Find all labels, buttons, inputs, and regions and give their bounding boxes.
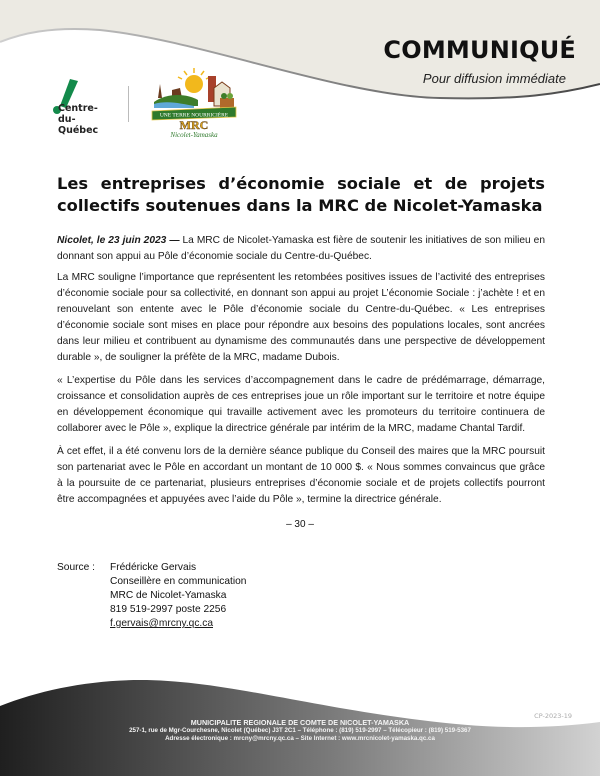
communique-title: COMMUNIQUÉ: [383, 36, 576, 64]
communique-subtitle: Pour diffusion immédiate: [422, 71, 566, 86]
mrc-text: MRC: [179, 118, 209, 132]
footer-org: MUNICIPALITE REGIONALE DE COMTE DE NICOLET-YAMASKA: [190, 718, 410, 727]
source-email-link[interactable]: f.gervais@mrcny.qc.ca: [110, 618, 213, 629]
sun-icon: [185, 75, 203, 93]
source-name: Frédéricke Gervais: [110, 562, 197, 573]
banner-text: UNE TERRE NOURRICIÈRE: [159, 112, 229, 119]
basket-icon: [220, 98, 234, 108]
article-title: Les entreprises d’économie sociale et de projets collectifs soutenues dans la MRC de Nicolet-Yamaska: [57, 174, 545, 215]
source-role: Conseillère en communication: [110, 576, 247, 587]
paragraph-2: La MRC souligne l’importance que représentent les retombées positives issues de l’activité des entreprises d’économie sociale pour sa collectivité, en donnant son appui au projet L’économie Sociale : j’achète ! et en renouvelant son entente avec le Pôle d’économie sociale du Centre-du-Québec. « Les entreprises d’économie sociale sont mises en place pour répondre aux besoins des populations locales, sont ancrées dans leur milieu et contribuent au dynamisme des communautés dans une perspective de développement durable », de souligner la préfète de la MRC, madame Dubois.: [57, 272, 545, 363]
dateline: Nicolet, le 23 juin 2023 —: [57, 235, 180, 246]
centre-du-quebec-text: [58, 103, 98, 136]
footer-address: 257-1, rue de Mgr-Courchesne, Nicolet (Québec) J3T 2C1 – Téléphone : (819) 519-2997 – Télécopieur : (819) 519-5367: [129, 727, 471, 734]
source-label: Source :: [57, 562, 95, 573]
paragraph-1: [57, 233, 545, 265]
paragraph-3: « L’expertise du Pôle dans les services d’accompagnement dans le cadre de prédémarrage, démarrage, croissance et consolidation auprès de ces entreprises joue un rôle important sur le territoire et notre équipe en développement économique qui travaille activement avec les promoteurs du territoire continuera de collaborer avec le Pôle », explique la directrice générale par intérim de la MRC, madame Chantal Tardif.: [57, 375, 545, 434]
cdq-line-1: Centre-: [58, 103, 98, 114]
paragraph-4: À cet effet, il a été convenu lors de la dernière séance publique du Conseil des maires que la MRC poursuit son partenariat avec le Pôle en accordant un montant de 10 000 $. « Nous sommes convaincus que grâce à la poursuite de ce partenariat, plusieurs entreprises d’économie sociale et de projets collectifs pourront être accompagnées et appuyées avec l’aide du Pôle », termine la directrice générale.: [57, 446, 545, 505]
mrc-nicolet-yamaska-logo: [148, 62, 240, 138]
cdq-line-3: Québec: [58, 125, 99, 136]
mrc-script-text: Nicolet-Yamaska: [170, 131, 218, 138]
source-org: MRC de Nicolet-Yamaska: [110, 590, 227, 601]
source-phone: 819 519-2997 poste 2256: [110, 604, 227, 615]
paragraph-1-text: La MRC de Nicolet-Yamaska est fière de soutenir les initiatives de son milieu en donnant son appui au Pôle d’économie sociale du Centre-du-Québec.: [57, 235, 546, 262]
reference-code: CP-2023-19: [534, 712, 572, 720]
cdq-line-2: du-: [58, 114, 76, 125]
footer-contact: Adresse électronique : mrcny@mrcny.qc.ca – Site Internet : www.mrcnicolet-yamaska.qc.ca: [165, 735, 435, 742]
end-mark: – 30 –: [286, 519, 314, 530]
logo-divider: [128, 86, 129, 122]
footer: [0, 718, 600, 743]
